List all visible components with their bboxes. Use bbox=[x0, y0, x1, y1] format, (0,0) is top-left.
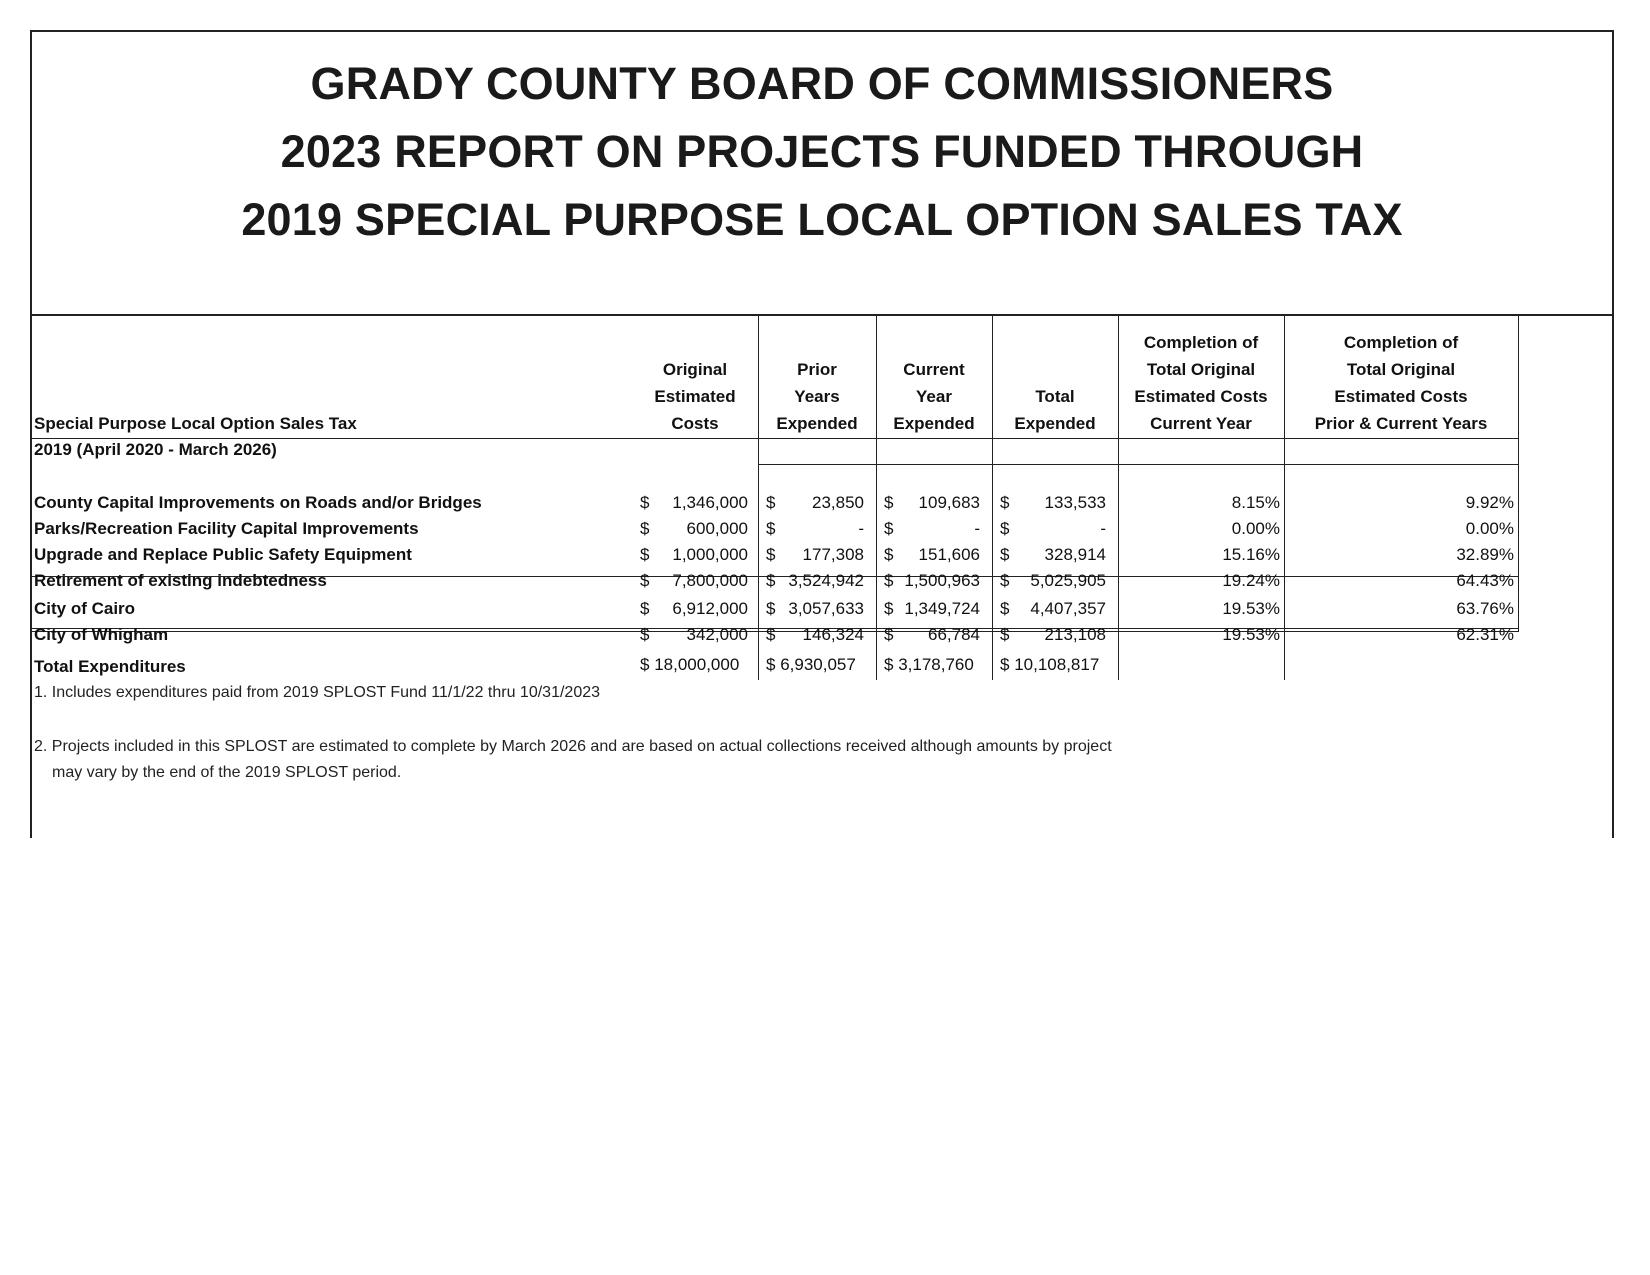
amount-original: 6,912,000 bbox=[672, 599, 748, 618]
row-label: County Capital Improvements on Roads and/or Bridges bbox=[34, 493, 482, 512]
currency-sign: $ bbox=[766, 599, 776, 618]
currency-sign: $ bbox=[640, 571, 650, 590]
currency-sign: $ bbox=[766, 519, 776, 538]
currency-sign: $ bbox=[640, 519, 650, 538]
header-completion-prior-and-current: Completion of Total Original Estimated Costs Prior & Current Years bbox=[1314, 333, 1488, 433]
currency-sign: $ bbox=[884, 519, 894, 538]
header-original-estimated-costs: Original Estimated Costs bbox=[654, 360, 736, 433]
currency-sign: $ bbox=[1000, 599, 1010, 618]
pct-prior-and-current: 0.00% bbox=[1465, 519, 1514, 538]
currency-sign: $ bbox=[1000, 545, 1010, 564]
pct-current-year: 0.00% bbox=[1231, 519, 1280, 538]
currency-sign: $ bbox=[884, 599, 894, 618]
row-label: City of Cairo bbox=[34, 599, 136, 618]
report-page bbox=[30, 30, 1614, 838]
amount-total: - bbox=[1100, 519, 1106, 538]
row-label: Parks/Recreation Facility Capital Improvements bbox=[34, 519, 419, 538]
currency-sign: $ bbox=[884, 545, 894, 564]
amount-current: 109,683 bbox=[918, 493, 980, 512]
currency-sign: $ bbox=[1000, 571, 1010, 590]
pct-current-year: 15.16% bbox=[1222, 545, 1280, 564]
row-label: Retirement of existing indebtedness bbox=[34, 571, 327, 590]
amount-total: 5,025,905 bbox=[1030, 571, 1106, 590]
col-divider-2 bbox=[876, 316, 877, 680]
amount-prior: 23,850 bbox=[812, 493, 864, 512]
currency-sign: $ bbox=[766, 545, 776, 564]
currency-sign: $ bbox=[766, 625, 776, 644]
header-prior-years-expended: Prior Years Expended bbox=[776, 360, 858, 433]
col-divider-1 bbox=[758, 316, 759, 680]
header-description: Special Purpose Local Option Sales Tax bbox=[34, 414, 357, 433]
totals-original: $ 18,000,000 bbox=[640, 655, 740, 674]
pct-current-year: 19.24% bbox=[1222, 571, 1280, 590]
amount-prior: - bbox=[858, 519, 864, 538]
amount-current: 151,606 bbox=[918, 545, 980, 564]
currency-sign: $ bbox=[1000, 493, 1010, 512]
amount-total: 213,108 bbox=[1044, 625, 1106, 644]
footnote-2-continued: may vary by the end of the 2019 SPLOST period. bbox=[52, 764, 402, 781]
header-total-expended: Total Expended bbox=[1014, 387, 1096, 433]
currency-sign: $ bbox=[884, 571, 894, 590]
header-completion-current-year: Completion of Total Original Estimated Costs Current Year bbox=[1134, 333, 1268, 433]
currency-sign: $ bbox=[640, 545, 650, 564]
pct-prior-and-current: 63.76% bbox=[1456, 599, 1514, 618]
col-divider-3 bbox=[992, 316, 993, 680]
report-title-line-3: 2019 SPECIAL PURPOSE LOCAL OPTION SALES TAX bbox=[241, 194, 1403, 245]
pct-current-year: 19.53% bbox=[1222, 625, 1280, 644]
period-label: 2019 (April 2020 - March 2026) bbox=[34, 440, 277, 459]
pct-prior-and-current: 62.31% bbox=[1456, 625, 1514, 644]
amount-total: 4,407,357 bbox=[1030, 599, 1106, 618]
currency-sign: $ bbox=[766, 571, 776, 590]
currency-sign: $ bbox=[1000, 519, 1010, 538]
currency-sign: $ bbox=[884, 625, 894, 644]
amount-original: 7,800,000 bbox=[672, 571, 748, 590]
col-divider-6 bbox=[1518, 316, 1519, 632]
amount-current: - bbox=[974, 519, 980, 538]
currency-sign: $ bbox=[640, 625, 650, 644]
pct-current-year: 19.53% bbox=[1222, 599, 1280, 618]
amount-prior: 146,324 bbox=[802, 625, 864, 644]
currency-sign: $ bbox=[640, 493, 650, 512]
period-rule bbox=[758, 464, 1518, 465]
report-title-line-2: 2023 REPORT ON PROJECTS FUNDED THROUGH bbox=[280, 126, 1364, 177]
totals-current: $ 3,178,760 bbox=[884, 655, 974, 674]
amount-prior: 3,057,633 bbox=[788, 599, 864, 618]
footnote-1: 1. Includes expenditures paid from 2019 SPLOST Fund 11/1/22 thru 10/31/2023 bbox=[34, 684, 601, 701]
pct-prior-and-current: 64.43% bbox=[1456, 571, 1514, 590]
totals-total: $ 10,108,817 bbox=[1000, 655, 1100, 674]
currency-sign: $ bbox=[640, 599, 650, 618]
row-label: Upgrade and Replace Public Safety Equipment bbox=[34, 545, 412, 564]
amount-total: 328,914 bbox=[1044, 545, 1106, 564]
report-title-line-1: GRADY COUNTY BOARD OF COMMISSIONERS bbox=[310, 58, 1334, 109]
totals-prior: $ 6,930,057 bbox=[766, 655, 856, 674]
amount-prior: 177,308 bbox=[802, 545, 864, 564]
amount-original: 600,000 bbox=[686, 519, 748, 538]
row-label: City of Whigham bbox=[34, 625, 169, 644]
header-current-year-expended: Current Year Expended bbox=[893, 360, 975, 433]
expenditure-table bbox=[32, 316, 1612, 706]
amount-original: 1,000,000 bbox=[672, 545, 748, 564]
title-box bbox=[32, 30, 1612, 316]
amount-original: 1,346,000 bbox=[672, 493, 748, 512]
amount-total: 133,533 bbox=[1044, 493, 1106, 512]
amount-current: 1,349,724 bbox=[904, 599, 980, 618]
totals-label: Total Expenditures bbox=[34, 657, 186, 676]
amount-prior: 3,524,942 bbox=[788, 571, 864, 590]
amount-current: 66,784 bbox=[928, 625, 980, 644]
pct-prior-and-current: 9.92% bbox=[1465, 493, 1514, 512]
amount-original: 342,000 bbox=[686, 625, 748, 644]
currency-sign: $ bbox=[884, 493, 894, 512]
amount-current: 1,500,963 bbox=[904, 571, 980, 590]
footnote-2: 2. Projects included in this SPLOST are estimated to complete by March 2026 and are based on actual collections received although amounts by project bbox=[34, 738, 1112, 755]
pct-prior-and-current: 32.89% bbox=[1456, 545, 1514, 564]
currency-sign: $ bbox=[1000, 625, 1010, 644]
header-rule bbox=[32, 438, 1518, 439]
col-divider-5 bbox=[1284, 316, 1285, 680]
pct-current-year: 8.15% bbox=[1231, 493, 1280, 512]
col-divider-4 bbox=[1118, 316, 1119, 680]
currency-sign: $ bbox=[766, 493, 776, 512]
